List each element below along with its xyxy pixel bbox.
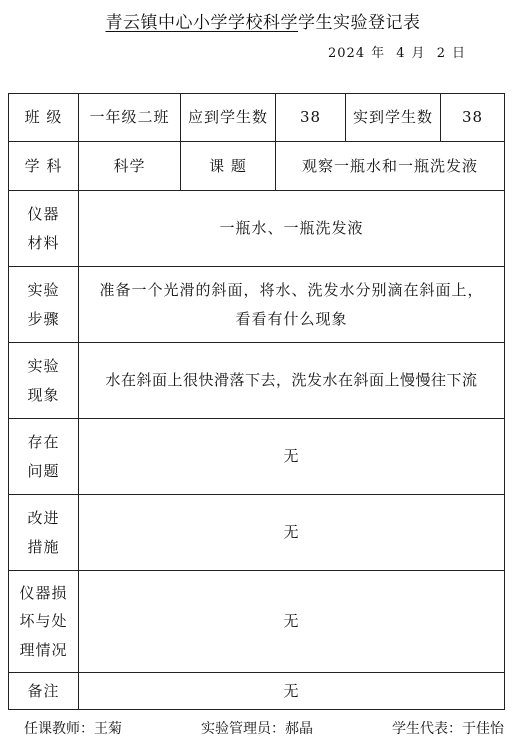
date-month: 4 <box>396 46 406 61</box>
improvements-value: 无 <box>79 495 505 571</box>
row-subject-info <box>9 142 505 191</box>
signature-footer <box>24 718 504 738</box>
date-day: 2 <box>436 46 446 61</box>
problems-label-line: 存在 <box>27 433 60 451</box>
form-date <box>328 42 466 61</box>
damage-label <box>9 571 79 673</box>
steps-value-line: 准备一个光滑的斜面，将水、洗发水分别滴在斜面上， <box>99 281 484 299</box>
form-title <box>0 8 526 33</box>
phenomenon-label <box>9 343 79 419</box>
damage-label-line: 坏与处 <box>19 612 68 631</box>
row-phenomenon <box>9 343 505 419</box>
topic-value: 观察一瓶水和一瓶洗发液 <box>276 142 505 191</box>
phenomenon-label-line: 实验 <box>27 357 60 375</box>
row-improvements <box>9 495 505 571</box>
date-year: 2024 <box>328 46 366 61</box>
improvements-label <box>9 495 79 571</box>
row-remarks <box>9 673 505 710</box>
phenomenon-label-line: 现象 <box>27 385 60 404</box>
improvements-label-line: 改进 <box>27 509 60 527</box>
class-label: 班 级 <box>9 94 79 142</box>
steps-value-line: 看看有什么现象 <box>235 309 348 328</box>
materials-label-line: 材料 <box>27 233 60 252</box>
steps-label-line: 步骤 <box>27 309 60 328</box>
class-value: 一年级二班 <box>79 94 181 142</box>
problems-value: 无 <box>79 419 505 495</box>
problems-label <box>9 419 79 495</box>
damage-value: 无 <box>79 571 505 673</box>
topic-label: 课 题 <box>181 142 276 191</box>
subject-label: 学 科 <box>9 142 79 191</box>
school-suffix: 学校 <box>228 13 263 33</box>
row-damage <box>9 571 505 673</box>
materials-label <box>9 191 79 267</box>
teacher-signature: 任课教师：王菊 <box>24 721 122 737</box>
subject-value: 科学 <box>79 142 181 191</box>
date-year-unit: 年 <box>371 46 386 61</box>
expected-students-label: 应到学生数 <box>181 94 276 142</box>
remarks-value: 无 <box>79 673 505 710</box>
row-class-info <box>9 94 505 142</box>
row-problems <box>9 419 505 495</box>
damage-label-line: 仪器损 <box>19 583 68 602</box>
steps-label-line: 实验 <box>27 281 60 299</box>
row-steps <box>9 267 505 343</box>
school-name: 青云镇中心小学 <box>105 13 228 33</box>
steps-label <box>9 267 79 343</box>
student-signature: 学生代表：于佳怡 <box>392 721 504 737</box>
manager-signature: 实验管理员：郝晶 <box>201 721 313 737</box>
experiment-record-table <box>8 93 505 710</box>
subject-name: 科学 <box>263 13 298 33</box>
damage-label-line: 理情况 <box>19 640 68 659</box>
date-month-unit: 月 <box>411 46 426 61</box>
steps-value <box>79 267 505 343</box>
phenomenon-value: 水在斜面上很快滑落下去，洗发水在斜面上慢慢往下流 <box>79 343 505 419</box>
title-suffix: 学生实验登记表 <box>298 13 421 33</box>
actual-students-value: 38 <box>441 94 505 142</box>
row-materials <box>9 191 505 267</box>
expected-students-value: 38 <box>276 94 346 142</box>
improvements-label-line: 措施 <box>27 537 60 556</box>
problems-label-line: 问题 <box>27 461 60 480</box>
date-day-unit: 日 <box>451 46 466 61</box>
materials-label-line: 仪器 <box>27 205 60 223</box>
remarks-label: 备注 <box>9 673 79 710</box>
materials-value: 一瓶水、一瓶洗发液 <box>79 191 505 267</box>
actual-students-label: 实到学生数 <box>346 94 441 142</box>
